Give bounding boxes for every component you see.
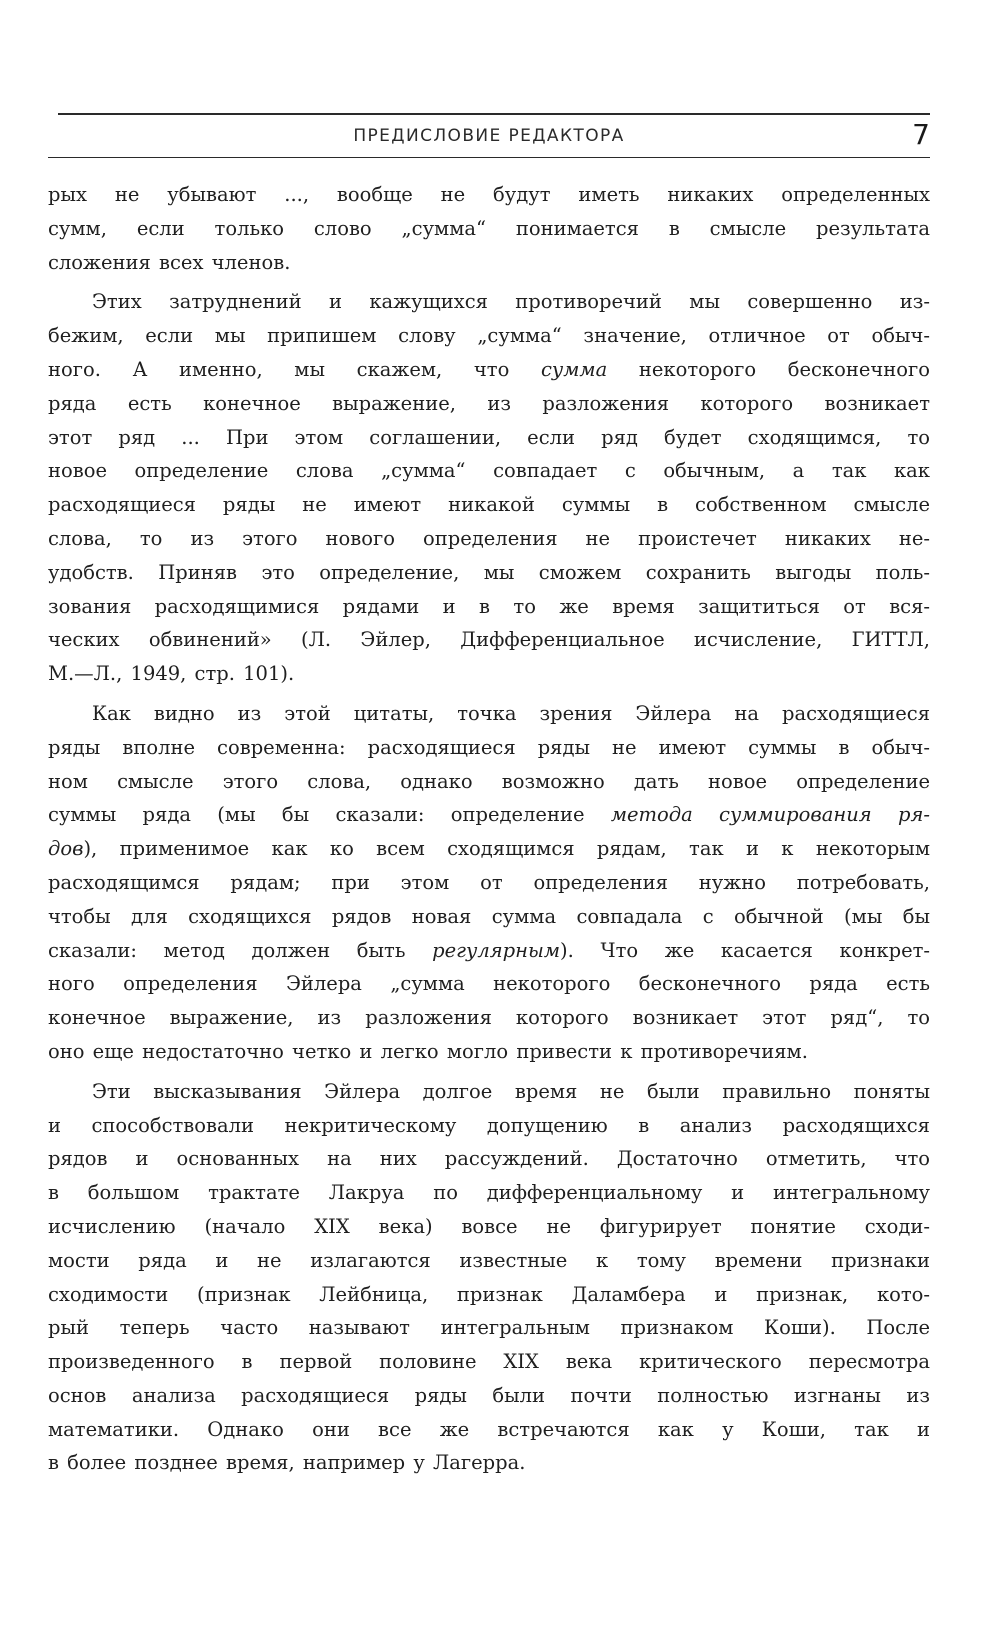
text-line: мости ряда и не излагаются известные к тому времени признаки bbox=[48, 1248, 930, 1272]
page-number: 7 bbox=[912, 118, 930, 151]
text-line: ряда есть конечное выражение, из разложения которого возникает bbox=[48, 391, 930, 415]
text-run: сказали: метод должен быть bbox=[48, 938, 433, 962]
text-line: основ анализа расходящиеся ряды были почти полностью изгнаны из bbox=[48, 1383, 930, 1407]
text-line: новое определение слова „сумма“ совпадает с обычным, а так как bbox=[48, 459, 930, 483]
text-line: ном смысле этого слова, однако возможно дать новое определение bbox=[48, 769, 930, 793]
italic-term: регулярным bbox=[432, 938, 561, 962]
italic-term: метода суммирования ря- bbox=[610, 803, 930, 827]
text-line: зования расходящимися рядами и в то же время защититься от вся- bbox=[48, 594, 930, 618]
text-line: расходящиеся ряды не имеют никакой суммы в собственном смысле bbox=[48, 493, 930, 517]
text-run: некоторого бесконечного bbox=[607, 357, 930, 381]
chapter-title: ПРЕДИСЛОВИЕ РЕДАКТОРА bbox=[353, 126, 625, 146]
text-line: сходимости (признак Лейбница, признак Даламбера и признак, кото- bbox=[48, 1282, 930, 1306]
text-line: и способствовали некритическому допущению в анализ расходящихся bbox=[48, 1113, 930, 1137]
text-run: ного. А именно, мы скажем, что bbox=[48, 357, 542, 381]
paragraph-2 bbox=[48, 285, 930, 691]
header-rule-top bbox=[58, 113, 930, 115]
paragraph-4 bbox=[48, 1075, 930, 1481]
book-page bbox=[48, 108, 930, 1486]
text-line: в более позднее время, например у Лагерра. bbox=[48, 1451, 526, 1475]
header-rule-bottom bbox=[48, 157, 930, 158]
text-line: математики. Однако они все же встречаются как у Коши, так и bbox=[48, 1417, 930, 1441]
text-line: бежим, если мы припишем слову „сумма“ значение, отличное от обыч- bbox=[48, 324, 930, 348]
text-run: ), применимое как ко всем сходящимся рядам, так и к некоторым bbox=[83, 837, 930, 861]
text-line: М.—Л., 1949, стр. 101). bbox=[48, 662, 295, 686]
text-line bbox=[48, 934, 930, 968]
text-line: Как видно из этой цитаты, точка зрения Эйлера на расходящиеся bbox=[92, 701, 930, 725]
text-line: ного определения Эйлера „сумма некоторого бесконечного ряда есть bbox=[48, 972, 930, 996]
text-line: рый теперь часто называют интегральным признаком Коши). После bbox=[48, 1316, 930, 1340]
text-line bbox=[48, 798, 930, 832]
italic-term: дов bbox=[48, 837, 84, 861]
italic-term: сумма bbox=[541, 357, 608, 381]
text-line: рых не убывают ..., вообще не будут иметь никаких определенных bbox=[48, 183, 930, 206]
text-line bbox=[48, 353, 930, 387]
text-line: чтобы для сходящихся рядов новая сумма совпадала с обычной (мы бы bbox=[48, 904, 930, 928]
text-run: ). Что же касается конкрет- bbox=[560, 938, 930, 962]
text-line: Эти высказывания Эйлера долгое время не были правильно поняты bbox=[92, 1079, 930, 1103]
text-line: сложения всех членов. bbox=[48, 250, 291, 274]
paragraph-3 bbox=[48, 697, 930, 1069]
text-line: ческих обвинений» (Л. Эйлер, Дифференциальное исчисление, ГИТТЛ, bbox=[48, 628, 930, 652]
text-line: расходящимся рядам; при этом от определения нужно потребовать, bbox=[48, 870, 930, 894]
text-line: ряды вполне современна: расходящиеся ряды не имеют суммы в обыч- bbox=[48, 735, 930, 759]
paragraph-1 bbox=[48, 178, 930, 279]
text-line: исчислению (начало XIX века) вовсе не фигурирует понятие сходи- bbox=[48, 1214, 930, 1238]
text-run: суммы ряда (мы бы сказали: определение bbox=[48, 803, 611, 827]
text-line: слова, то из этого нового определения не проистечет никаких не- bbox=[48, 526, 930, 550]
running-head bbox=[48, 108, 930, 158]
text-line: конечное выражение, из разложения которого возникает этот ряд“, то bbox=[48, 1006, 930, 1030]
text-line: сумм, если только слово „сумма“ понимается в смысле результата bbox=[48, 216, 930, 240]
text-line: произведенного в первой половине XIX века критического пересмотра bbox=[48, 1350, 930, 1374]
text-line bbox=[48, 832, 930, 866]
text-line: этот ряд ... При этом соглашении, если ряд будет сходящимся, то bbox=[48, 425, 930, 449]
text-line: оно еще недостаточно четко и легко могло привести к противоречиям. bbox=[48, 1039, 808, 1063]
text-line: рядов и основанных на них рассуждений. Достаточно отметить, что bbox=[48, 1147, 930, 1171]
text-line: в большом трактате Лакруа по дифференциальному и интегральному bbox=[48, 1181, 930, 1205]
body-text bbox=[48, 178, 930, 1480]
text-line: удобств. Приняв это определение, мы сможем сохранить выгоды поль- bbox=[48, 560, 930, 584]
text-line: Этих затруднений и кажущихся противоречий мы совершенно из- bbox=[92, 290, 930, 314]
